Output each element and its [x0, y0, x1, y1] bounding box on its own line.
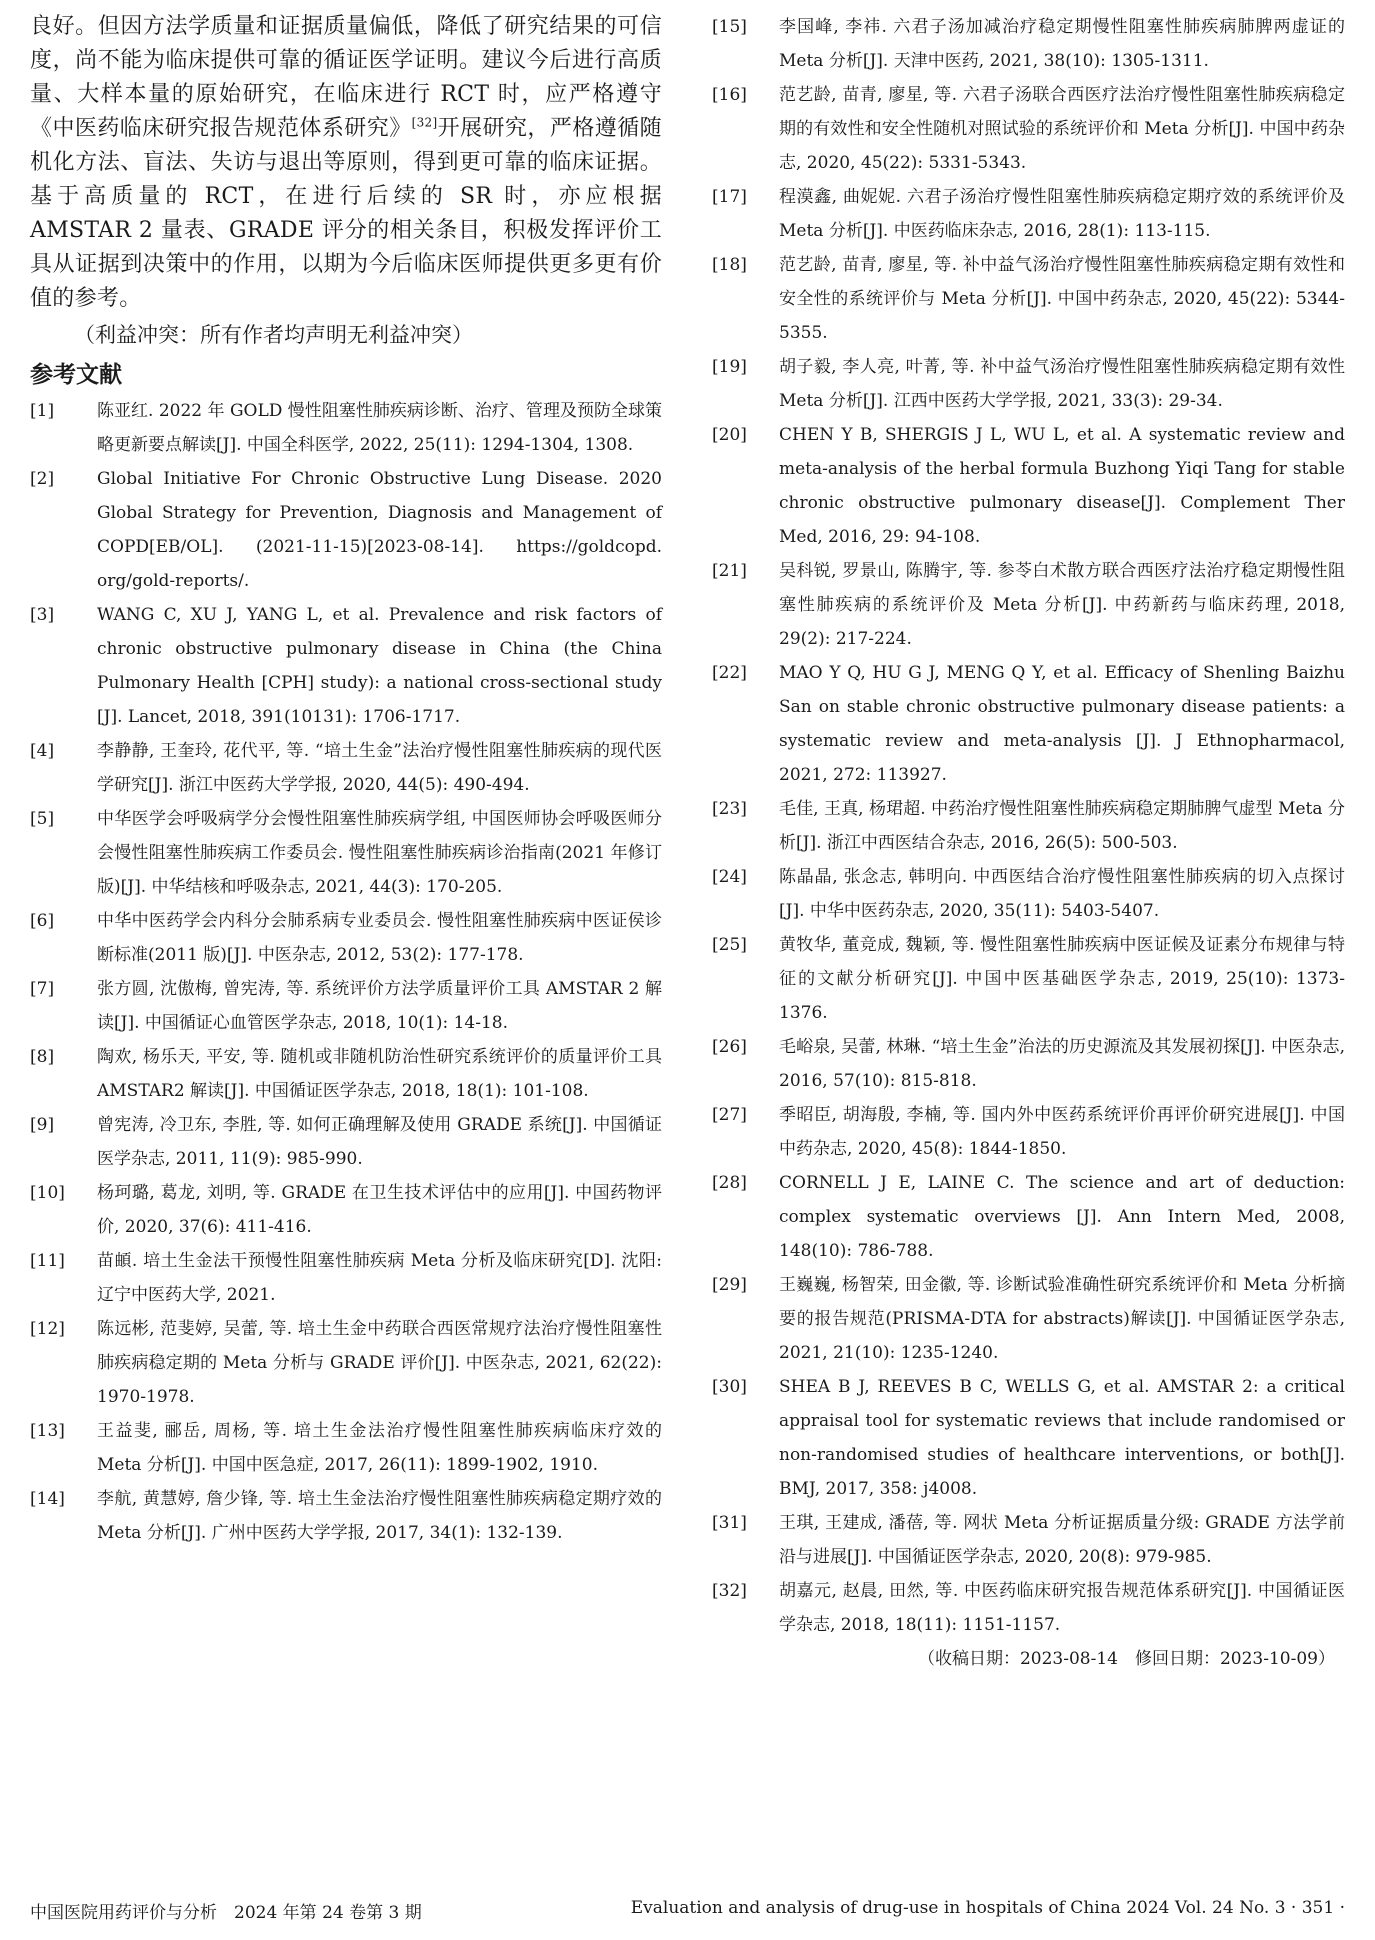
reference-number: [7] [30, 979, 55, 999]
reference-text: 中华医学会呼吸病学分会慢性阻塞性肺疾病学组, 中国医师协会呼吸医师分会慢性阻塞性肺疾病工作委员会. 慢性阻塞性肺疾病诊治指南(2021 年修订版)[J]. 中华结核和呼吸杂志, 2021, 44(3): 170-205. [97, 809, 662, 897]
reference-item [712, 1574, 1345, 1642]
body-paragraph [30, 10, 662, 316]
reference-number: [23] [712, 799, 747, 819]
reference-text: 陶欢, 杨乐天, 平安, 等. 随机或非随机防治性研究系统评价的质量评价工具 AMSTAR2 解读[J]. 中国循证医学杂志, 2018, 18(1): 101-108. [97, 1047, 662, 1101]
reference-number: [16] [712, 85, 747, 105]
reference-item [712, 180, 1345, 248]
reference-number: [28] [712, 1173, 747, 1193]
reference-text: 中华中医药学会内科分会肺系病专业委员会. 慢性阻塞性肺疾病中医证侯诊断标准(2011 版)[J]. 中医杂志, 2012, 53(2): 177-178. [97, 911, 662, 965]
reference-text: 张方圆, 沈傲梅, 曾宪涛, 等. 系统评价方法学质量评价工具 AMSTAR 2 解读[J]. 中国循证心血管医学杂志, 2018, 10(1): 14-18. [97, 979, 662, 1033]
reference-number: [22] [712, 663, 747, 683]
references-heading: 参考文献 [30, 362, 122, 388]
reference-text: 王益斐, 郦岳, 周杨, 等. 培土生金法治疗慢性阻塞性肺疾病临床疗效的 Meta 分析[J]. 中国中医急症, 2017, 26(11): 1899-1902, 1910. [97, 1421, 662, 1475]
reference-text: 曾宪涛, 冷卫东, 李胜, 等. 如何正确理解及使用 GRADE 系统[J]. 中国循证医学杂志, 2011, 11(9): 985-990. [97, 1115, 662, 1169]
reference-item [712, 656, 1345, 792]
reference-item [30, 904, 662, 972]
reference-item [712, 792, 1345, 860]
reference-number: [2] [30, 469, 55, 489]
reference-item [712, 10, 1345, 78]
reference-text: CHEN Y B, SHERGIS J L, WU L, et al. A systematic review and meta-analysis of the herbal formula Buzhong Yiqi Tang for stable chronic obstructive pulmonary disease[J]. Complement Ther Med, 2016, 29: 94-108. [779, 425, 1345, 547]
reference-number: [19] [712, 357, 747, 377]
reference-number: [1] [30, 401, 55, 421]
reference-number: [8] [30, 1047, 55, 1067]
reference-item [712, 1268, 1345, 1370]
reference-item [30, 1312, 662, 1414]
reference-text: 王琪, 王建成, 潘蓓, 等. 网状 Meta 分析证据质量分级: GRADE 方法学前沿与进展[J]. 中国循证医学杂志, 2020, 20(8): 979-985. [779, 1513, 1345, 1567]
reference-item [30, 1040, 662, 1108]
reference-text: 李静静, 王奎玲, 花代平, 等. “培土生金”法治疗慢性阻塞性肺疾病的现代医学研究[J]. 浙江中医药大学学报, 2020, 44(5): 490-494. [97, 741, 662, 795]
reference-number: [30] [712, 1377, 747, 1397]
reference-text: 范艺龄, 苗青, 廖星, 等. 补中益气汤治疗慢性阻塞性肺疾病稳定期有效性和安全性的系统评价与 Meta 分析[J]. 中国中药杂志, 2020, 45(22): 5344-5355. [779, 255, 1345, 343]
reference-item [712, 1166, 1345, 1268]
reference-text: 范艺龄, 苗青, 廖星, 等. 六君子汤联合西医疗法治疗慢性阻塞性肺疾病稳定期的有效性和安全性随机对照试验的系统评价和 Meta 分析[J]. 中国中药杂志, 2020, 45(22): 5331-5343. [779, 85, 1345, 173]
reference-text: 陈亚红. 2022 年 GOLD 慢性阻塞性肺疾病诊断、治疗、管理及预防全球策略更新要点解读[J]. 中国全科医学, 2022, 25(11): 1294-1304, 1308. [97, 401, 662, 455]
reference-number: [32] [712, 1581, 747, 1601]
conflict-of-interest: （利益冲突：所有作者均声明无利益冲突） [74, 323, 473, 347]
right-column [712, 10, 1345, 1674]
reference-text: MAO Y Q, HU G J, MENG Q Y, et al. Efficacy of Shenling Baizhu San on stable chronic obstructive pulmonary disease patients: a systematic review and meta-analysis [J]. J Ethnopharmacol, 2021, 272: 113927. [779, 663, 1345, 785]
reference-text: 胡子毅, 李人亮, 叶菁, 等. 补中益气汤治疗慢性阻塞性肺疾病稳定期有效性 Meta 分析[J]. 江西中医药大学学报, 2021, 33(3): 29-34. [779, 357, 1345, 411]
reference-item [712, 350, 1345, 418]
reference-number: [27] [712, 1105, 747, 1125]
footer-journal-en: Evaluation and analysis of drug-use in hospitals of China 2024 Vol. 24 No. 3 · 351 · [630, 1898, 1345, 1918]
reference-number: [14] [30, 1489, 65, 1509]
body-text-part-1: 良好。但因方法学质量和证据质量偏低，降低了研究结果的可信度，尚不能为临床提供可靠的循证医学证明。建议今后进行高质量、大样本量的原始研究，在临床进行 RCT 时，应严格遵守《中医药临床研究报告规范体系研究》 [30, 14, 662, 141]
reference-number: [3] [30, 605, 55, 625]
reference-number: [10] [30, 1183, 65, 1203]
reference-text: 杨珂璐, 葛龙, 刘明, 等. GRADE 在卫生技术评估中的应用[J]. 中国药物评价, 2020, 37(6): 411-416. [97, 1183, 662, 1237]
left-column [30, 10, 662, 1550]
reference-item [30, 1414, 662, 1482]
reference-number: [5] [30, 809, 55, 829]
reference-text: 吴科锐, 罗景山, 陈腾宇, 等. 参苓白术散方联合西医疗法治疗稳定期慢性阻塞性肺疾病的系统评价及 Meta 分析[J]. 中药新药与临床药理, 2018, 29(2): 217-224. [779, 561, 1345, 649]
reference-number: [29] [712, 1275, 747, 1295]
reference-text: 程漠鑫, 曲妮妮. 六君子汤治疗慢性阻塞性肺疾病稳定期疗效的系统评价及 Meta 分析[J]. 中医药临床杂志, 2016, 28(1): 113-115. [779, 187, 1345, 241]
reference-number: [12] [30, 1319, 65, 1339]
reference-number: [4] [30, 741, 55, 761]
reference-number: [17] [712, 187, 747, 207]
reference-number: [9] [30, 1115, 55, 1135]
reference-text: 季昭臣, 胡海殷, 李楠, 等. 国内外中医药系统评价再评价研究进展[J]. 中国中药杂志, 2020, 45(8): 1844-1850. [779, 1105, 1345, 1159]
reference-text: 王巍巍, 杨智荣, 田金徽, 等. 诊断试验准确性研究系统评价和 Meta 分析摘要的报告规范(PRISMA-DTA for abstracts)解读[J]. 中国循证医学杂志, 2021, 21(10): 1235-1240. [779, 1275, 1345, 1363]
reference-text: CORNELL J E, LAINE C. The science and art of deduction: complex systematic overviews [J]. Ann Intern Med, 2008, 148(10): 786-788. [779, 1173, 1345, 1261]
reference-number: [13] [30, 1421, 65, 1441]
reference-item [712, 418, 1345, 554]
reference-text: Global Initiative For Chronic Obstructive Lung Disease. 2020 Global Strategy for Prevention, Diagnosis and Management of COPD[EB/OL]. (2021-11-15)[2023-08-14]. https://goldcopd. org/gold-reports/. [97, 469, 662, 591]
reference-text: 李航, 黄慧婷, 詹少锋, 等. 培土生金法治疗慢性阻塞性肺疾病稳定期疗效的 Meta 分析[J]. 广州中医药大学学报, 2017, 34(1): 132-139. [97, 1489, 662, 1543]
reference-number: [26] [712, 1037, 747, 1057]
page-footer [30, 1898, 1345, 1923]
reference-number: [11] [30, 1251, 65, 1271]
reference-item [30, 802, 662, 904]
reference-item [30, 972, 662, 1040]
reference-text: 陈晶晶, 张念志, 韩明向. 中西医结合治疗慢性阻塞性肺疾病的切入点探讨[J]. 中华中医药杂志, 2020, 35(11): 5403-5407. [779, 867, 1345, 921]
reference-item [712, 1030, 1345, 1098]
reference-number: [18] [712, 255, 747, 275]
reference-text: WANG C, XU J, YANG L, et al. Prevalence and risk factors of chronic obstructive pulmonary disease in China (the China Pulmonary Health [CPH] study): a national cross-sectional study [J]. Lancet, 2018, 391(10131): 1706-1717. [97, 605, 662, 727]
reference-item [30, 1244, 662, 1312]
reference-text: 陈远彬, 范斐婷, 吴蕾, 等. 培土生金中药联合西医常规疗法治疗慢性阻塞性肺疾病稳定期的 Meta 分析与 GRADE 评价[J]. 中医杂志, 2021, 62(22): 1970-1978. [97, 1319, 662, 1407]
reference-item [30, 1482, 662, 1550]
reference-item [712, 860, 1345, 928]
reference-item [712, 1506, 1345, 1574]
reference-text: 苗頔. 培土生金法干预慢性阻塞性肺疾病 Meta 分析及临床研究[D]. 沈阳: 辽宁中医药大学, 2021. [97, 1251, 662, 1305]
reference-number: [20] [712, 425, 747, 445]
reference-item [30, 1108, 662, 1176]
reference-text: 李国峰, 李祎. 六君子汤加减治疗稳定期慢性阻塞性肺疾病肺脾两虚证的 Meta 分析[J]. 天津中医药, 2021, 38(10): 1305-1311. [779, 17, 1345, 71]
reference-item [30, 734, 662, 802]
reference-list-right [712, 10, 1345, 1642]
reference-text: SHEA B J, REEVES B C, WELLS G, et al. AMSTAR 2: a critical appraisal tool for systematic reviews that include randomised or non-randomised studies of healthcare interventions, or both[J]. BMJ, 2017, 358: j4008. [779, 1377, 1345, 1499]
reference-item [30, 598, 662, 734]
reference-item [30, 462, 662, 598]
reference-text: 胡嘉元, 赵晨, 田然, 等. 中医药临床研究报告规范体系研究[J]. 中国循证医学杂志, 2018, 18(11): 1151-1157. [779, 1581, 1345, 1635]
reference-item [712, 248, 1345, 350]
footer-journal-cn: 中国医院用药评价与分析 2024 年第 24 卷第 3 期 [30, 1903, 422, 1923]
reference-number: [6] [30, 911, 55, 931]
reference-item [712, 554, 1345, 656]
reference-number: [31] [712, 1513, 747, 1533]
reference-item [30, 1176, 662, 1244]
reference-item [712, 928, 1345, 1030]
reference-item [712, 1370, 1345, 1506]
reference-list-left [30, 394, 662, 1550]
reference-item [712, 78, 1345, 180]
reference-number: [21] [712, 561, 747, 581]
reference-item [30, 394, 662, 462]
citation-link[interactable]: [32] [411, 115, 438, 130]
reference-text: 毛佳, 王真, 杨珺超. 中药治疗慢性阻塞性肺疾病稳定期肺脾气虚型 Meta 分析[J]. 浙江中西医结合杂志, 2016, 26(5): 500-503. [779, 799, 1345, 853]
reference-text: 黄牧华, 董竞成, 魏颖, 等. 慢性阻塞性肺疾病中医证候及证素分布规律与特征的文献分析研究[J]. 中国中医基础医学杂志, 2019, 25(10): 1373-1376. [779, 935, 1345, 1023]
body-text-part-2: 开展研究，严格遵循随机化方法、盲法、失访与退出等原则，得到更可靠的临床证据。基于高质量的 RCT，在进行后续的 SR 时，亦应根据 AMSTAR 2 量表、GRADE 评分的相关条目，积极发挥评价工具从证据到决策中的作用，以期为今后临床医师提供更多更有价值的参考。 [30, 116, 662, 311]
received-dates: （收稿日期：2023-08-14 修回日期：2023-10-09） [917, 1649, 1335, 1669]
reference-number: [25] [712, 935, 747, 955]
reference-number: [24] [712, 867, 747, 887]
reference-text: 毛峪泉, 吴蕾, 林琳. “培土生金”治法的历史源流及其发展初探[J]. 中医杂志, 2016, 57(10): 815-818. [779, 1037, 1345, 1091]
reference-number: [15] [712, 17, 747, 37]
reference-item [712, 1098, 1345, 1166]
